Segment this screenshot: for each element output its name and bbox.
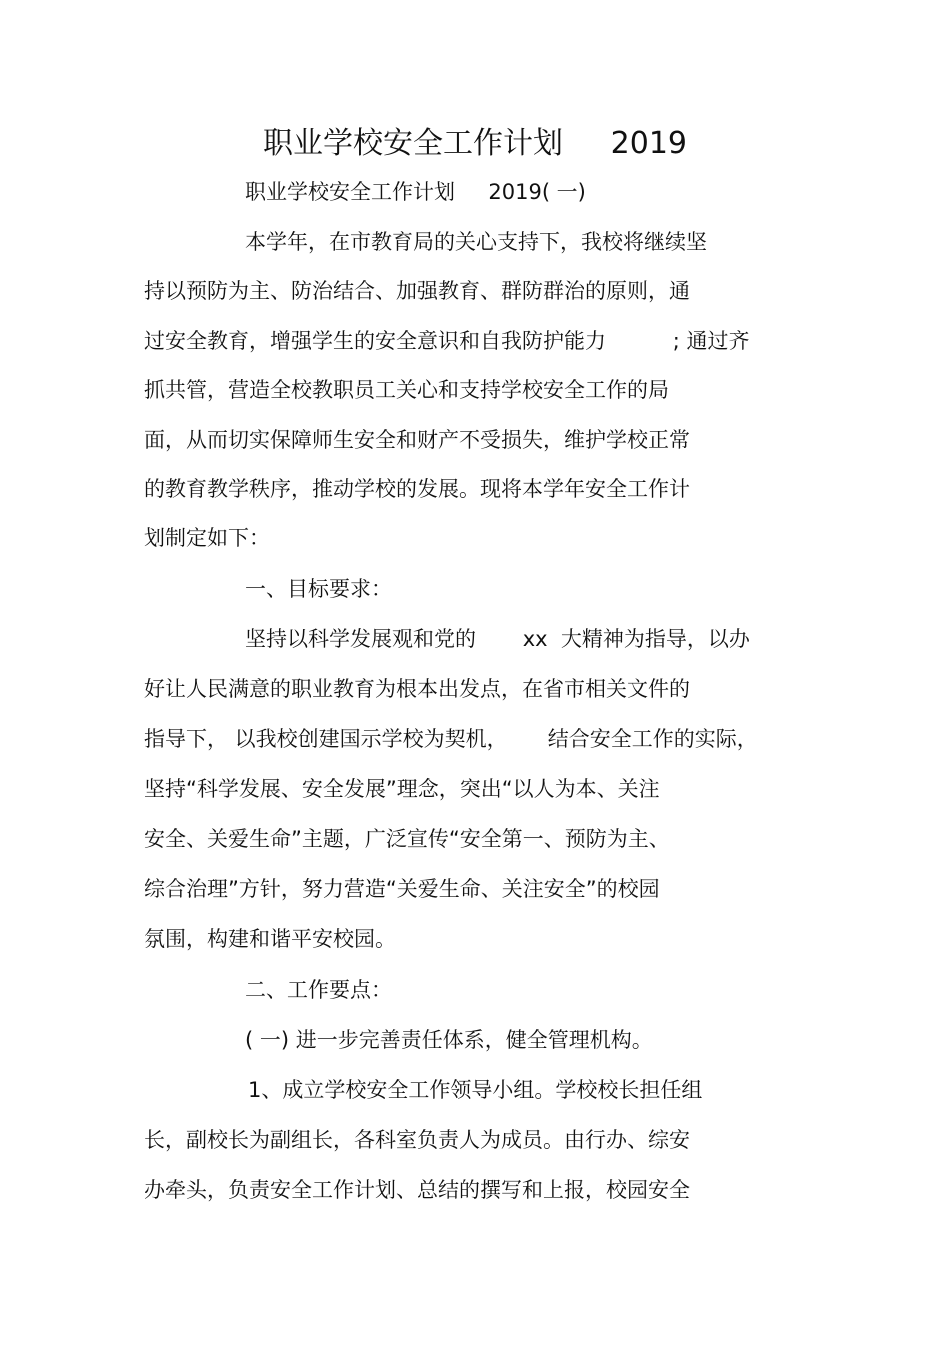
body-line: 抓共管，营造全校教职员工关心和支持学校安全工作的局 xyxy=(144,378,669,402)
body-line: 面，从而切实保障师生安全和财产不受损失，维护学校正常 xyxy=(144,428,690,452)
body-line: 安全、关爱生命”主题，广泛宣传“安全第一、预防为主、 xyxy=(144,827,670,851)
subtitle-line: 职业学校安全工作计划 2019( 一) xyxy=(245,180,586,204)
body-line: 1、成立学校安全工作领导小组。学校校长担任组 xyxy=(248,1078,703,1102)
body-line: 办牵头，负责安全工作计划、总结的撰写和上报，校园安全 xyxy=(144,1178,690,1202)
body-line: 划制定如下： xyxy=(144,526,270,550)
body-line: 综合治理”方针，努力营造“关爱生命、关注安全”的校园 xyxy=(144,877,660,901)
body-line: 氛围，构建和谐平安校园。 xyxy=(144,927,396,951)
section-heading: 二、工作要点： xyxy=(245,978,392,1002)
subsection-heading: ( 一) 进一步完善责任体系，健全管理机构。 xyxy=(245,1028,653,1052)
body-line: 坚持以科学发展观和党的 xx 大精神为指导，以办 xyxy=(245,627,750,651)
body-line: 好让人民满意的职业教育为根本出发点，在省市相关文件的 xyxy=(144,677,690,701)
body-line: 过安全教育，增强学生的安全意识和自我防护能力 ; 通过齐 xyxy=(144,329,750,353)
document-title: 职业学校安全工作计划 2019 xyxy=(262,126,688,161)
body-line: 持以预防为主、防治结合、加强教育、群防群治的原则，通 xyxy=(144,279,690,303)
section-heading: 一、目标要求： xyxy=(245,577,392,601)
body-line: 长，副校长为副组长，各科室负责人为成员。由行办、综安 xyxy=(144,1128,690,1152)
body-line: 的教育教学秩序，推动学校的发展。现将本学年安全工作计 xyxy=(144,477,690,501)
body-line: 指导下， 以我校创建国示学校为契机， 结合安全工作的实际， xyxy=(144,727,758,751)
body-line: 坚持“科学发展、安全发展”理念，突出“以人为本、关注 xyxy=(144,777,660,801)
body-line: 本学年，在市教育局的关心支持下，我校将继续坚 xyxy=(245,230,707,254)
